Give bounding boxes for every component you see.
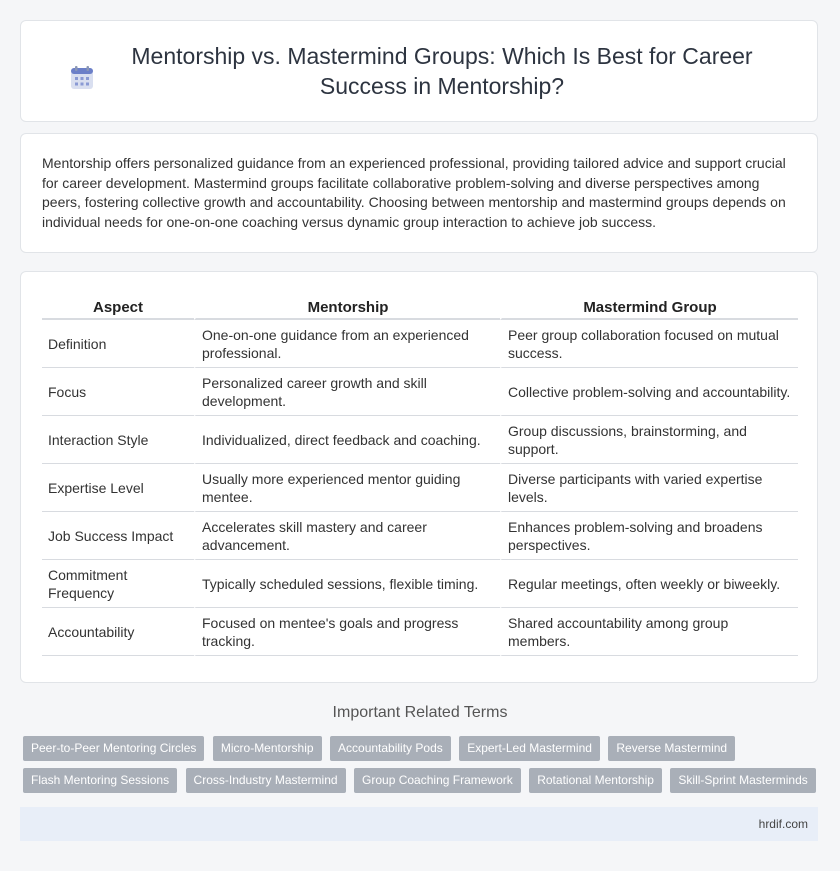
table-cell: Focused on mentee's goals and progress tracking. [194, 608, 500, 656]
table-cell: Peer group collaboration focused on mutual success. [500, 320, 798, 368]
table-cell: Typically scheduled sessions, flexible timing. [194, 560, 500, 608]
table-cell: Diverse participants with varied expertise levels. [500, 464, 798, 512]
table-cell: Commitment Frequency [42, 560, 194, 608]
table-cell: Definition [42, 320, 194, 368]
calendar-icon [69, 65, 95, 91]
related-term-tag[interactable]: Expert-Led Mastermind [459, 736, 600, 761]
table-cell: Personalized career growth and skill development. [194, 368, 500, 416]
table-cell: One-on-one guidance from an experienced professional. [194, 320, 500, 368]
footer [20, 807, 818, 841]
table-cell: Focus [42, 368, 194, 416]
intro-text: Mentorship offers personalized guidance from an experienced professional, providing tailored advice and support crucial for career development. Mastermind groups facilitate collaborative problem-solving and diverse perspectives among peers, fostering collective growth and accountability. Choosing between mentorship and mastermind groups depends on individual needs for one-on-one coaching versus dynamic group interaction to achieve job success. [42, 155, 786, 230]
table-row [42, 512, 798, 560]
table-cell: Usually more experienced mentor guiding mentee. [194, 464, 500, 512]
table-cell: Regular meetings, often weekly or biweekly. [500, 560, 798, 608]
related-terms-heading: Important Related Terms [332, 704, 508, 721]
table-row [42, 464, 798, 512]
table-row [42, 368, 798, 416]
table-cell: Individualized, direct feedback and coaching. [194, 416, 500, 464]
comparison-table [42, 297, 798, 656]
comparison-table-card [20, 271, 818, 683]
column-header: Mentorship [194, 297, 500, 320]
table-cell: Job Success Impact [42, 512, 194, 560]
table-header-row [42, 297, 798, 320]
table-cell: Accelerates skill mastery and career advancement. [194, 512, 500, 560]
related-term-tag[interactable]: Group Coaching Framework [354, 768, 521, 793]
intro-card [20, 133, 818, 253]
table-cell: Expertise Level [42, 464, 194, 512]
related-term-tag[interactable]: Reverse Mastermind [608, 736, 735, 761]
column-header: Mastermind Group [500, 297, 798, 320]
related-term-tag[interactable]: Skill-Sprint Masterminds [670, 768, 815, 793]
related-term-tag[interactable]: Cross-Industry Mastermind [186, 768, 346, 793]
table-cell: Group discussions, brainstorming, and support. [500, 416, 798, 464]
related-terms-list [23, 736, 823, 800]
table-row [42, 320, 798, 368]
related-term-tag[interactable]: Micro-Mentorship [213, 736, 322, 761]
related-term-tag[interactable]: Rotational Mentorship [529, 768, 662, 793]
related-term-tag[interactable]: Peer-to-Peer Mentoring Circles [23, 736, 204, 761]
table-row [42, 560, 798, 608]
related-term-tag[interactable]: Accountability Pods [330, 736, 451, 761]
table-row [42, 608, 798, 656]
related-term-tag[interactable]: Flash Mentoring Sessions [23, 768, 177, 793]
column-header: Aspect [42, 297, 194, 320]
title-card [20, 20, 818, 122]
table-cell: Shared accountability among group members. [500, 608, 798, 656]
table-cell: Accountability [42, 608, 194, 656]
page-title: Mentorship vs. Mastermind Groups: Which Is Best for Career Success in Mentorship? [131, 43, 753, 99]
table-cell: Enhances problem-solving and broadens perspectives. [500, 512, 798, 560]
table-cell: Collective problem-solving and accountability. [500, 368, 798, 416]
table-cell: Interaction Style [42, 416, 194, 464]
table-row [42, 416, 798, 464]
footer-site-link[interactable]: hrdif.com [758, 817, 808, 831]
